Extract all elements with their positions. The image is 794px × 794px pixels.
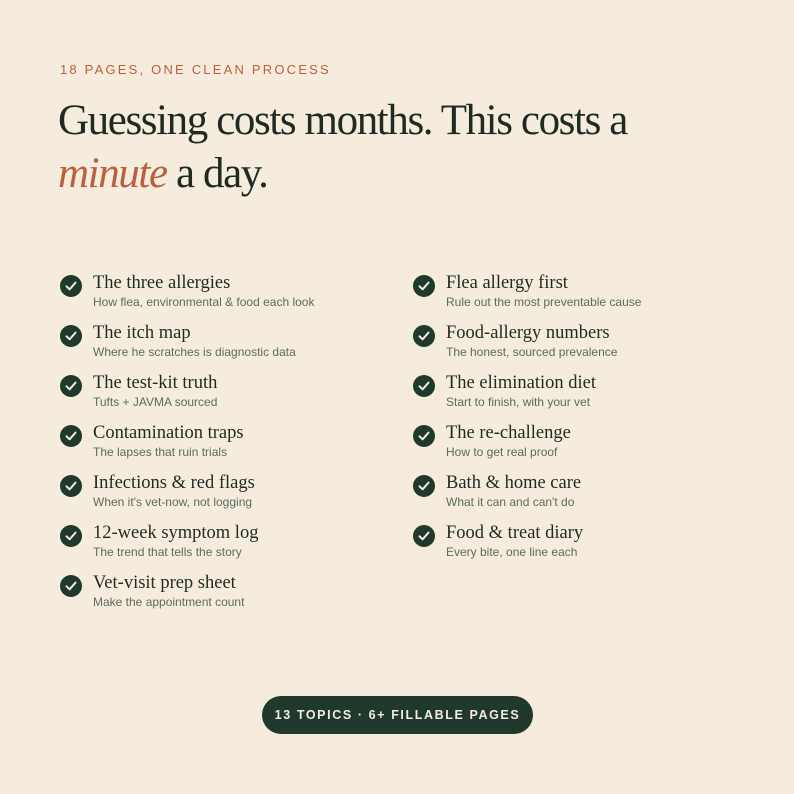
check-circle-icon: [60, 375, 82, 397]
checklist-item: [60, 572, 314, 622]
checklist-item-title: Bath & home care: [446, 473, 582, 493]
checklist-item: [60, 372, 314, 422]
check-circle-icon: [413, 325, 435, 347]
headline-line-2: a day.: [166, 150, 268, 197]
checklist-item-desc: The honest, sourced prevalence: [446, 345, 618, 359]
checklist-item: [413, 272, 641, 322]
check-circle-icon: [60, 475, 82, 497]
checklist-item: [60, 522, 314, 572]
check-circle-icon: [60, 325, 82, 347]
checklist-item-desc: The trend that tells the story: [93, 545, 242, 559]
checklist-item-title: Vet-visit prep sheet: [93, 573, 236, 593]
checklist-item: [413, 522, 641, 572]
checklist-left-column: [60, 272, 314, 622]
checklist-item-desc: How to get real proof: [446, 445, 558, 459]
check-circle-icon: [413, 525, 435, 547]
checklist-item: [413, 372, 641, 422]
checklist-right-column: [413, 272, 641, 572]
checklist-item-title: The re-challenge: [446, 423, 571, 443]
check-circle-icon: [60, 275, 82, 297]
check-circle-icon: [413, 275, 435, 297]
checklist-item-desc: What it can and can't do: [446, 495, 575, 509]
checklist-item-desc: Rule out the most preventable cause: [446, 295, 642, 309]
checklist-item-title: Food-allergy numbers: [446, 323, 610, 343]
checklist-item-title: The three allergies: [93, 273, 231, 293]
checklist-item-desc: Start to finish, with your vet: [446, 395, 591, 409]
checklist-item-desc: Where he scratches is diagnostic data: [93, 345, 296, 359]
checklist-item-desc: When it's vet-now, not logging: [93, 495, 253, 509]
headline-accent: minute: [58, 150, 167, 197]
checklist-item: [60, 422, 314, 472]
headline: [58, 94, 758, 200]
checklist-item: [413, 322, 641, 372]
checklist-item-title: 12-week symptom log: [93, 523, 259, 543]
checklist-item-desc: The lapses that ruin trials: [93, 445, 228, 459]
checklist-item: [413, 422, 641, 472]
checklist-item: [60, 322, 314, 372]
checklist-item-desc: Tufts + JAVMA sourced: [93, 395, 218, 409]
checklist-item: [413, 472, 641, 522]
checklist-item-title: Contamination traps: [93, 423, 244, 443]
checklist-item: [60, 272, 314, 322]
checklist-item-title: The elimination diet: [446, 373, 597, 393]
checklist-item-title: The test-kit truth: [93, 373, 218, 393]
check-circle-icon: [413, 475, 435, 497]
checklist-item-title: The itch map: [93, 323, 191, 343]
checklist-item: [60, 472, 314, 522]
check-circle-icon: [60, 425, 82, 447]
checklist-item-title: Food & treat diary: [446, 523, 584, 543]
summary-badge: 13 TOPICS · 6+ FILLABLE PAGES: [262, 696, 533, 734]
checklist-item-title: Infections & red flags: [93, 473, 255, 493]
eyebrow-label: 18 PAGES, ONE CLEAN PROCESS: [60, 62, 331, 77]
checklist-item-desc: Make the appointment count: [93, 595, 245, 609]
checklist-item-desc: How flea, environmental & food each look: [93, 295, 315, 309]
check-circle-icon: [413, 425, 435, 447]
check-circle-icon: [413, 375, 435, 397]
check-circle-icon: [60, 525, 82, 547]
check-circle-icon: [60, 575, 82, 597]
checklist-item-desc: Every bite, one line each: [446, 545, 578, 559]
checklist-item-title: Flea allergy first: [446, 273, 568, 293]
headline-line-1: Guessing costs months. This costs a: [58, 97, 627, 144]
